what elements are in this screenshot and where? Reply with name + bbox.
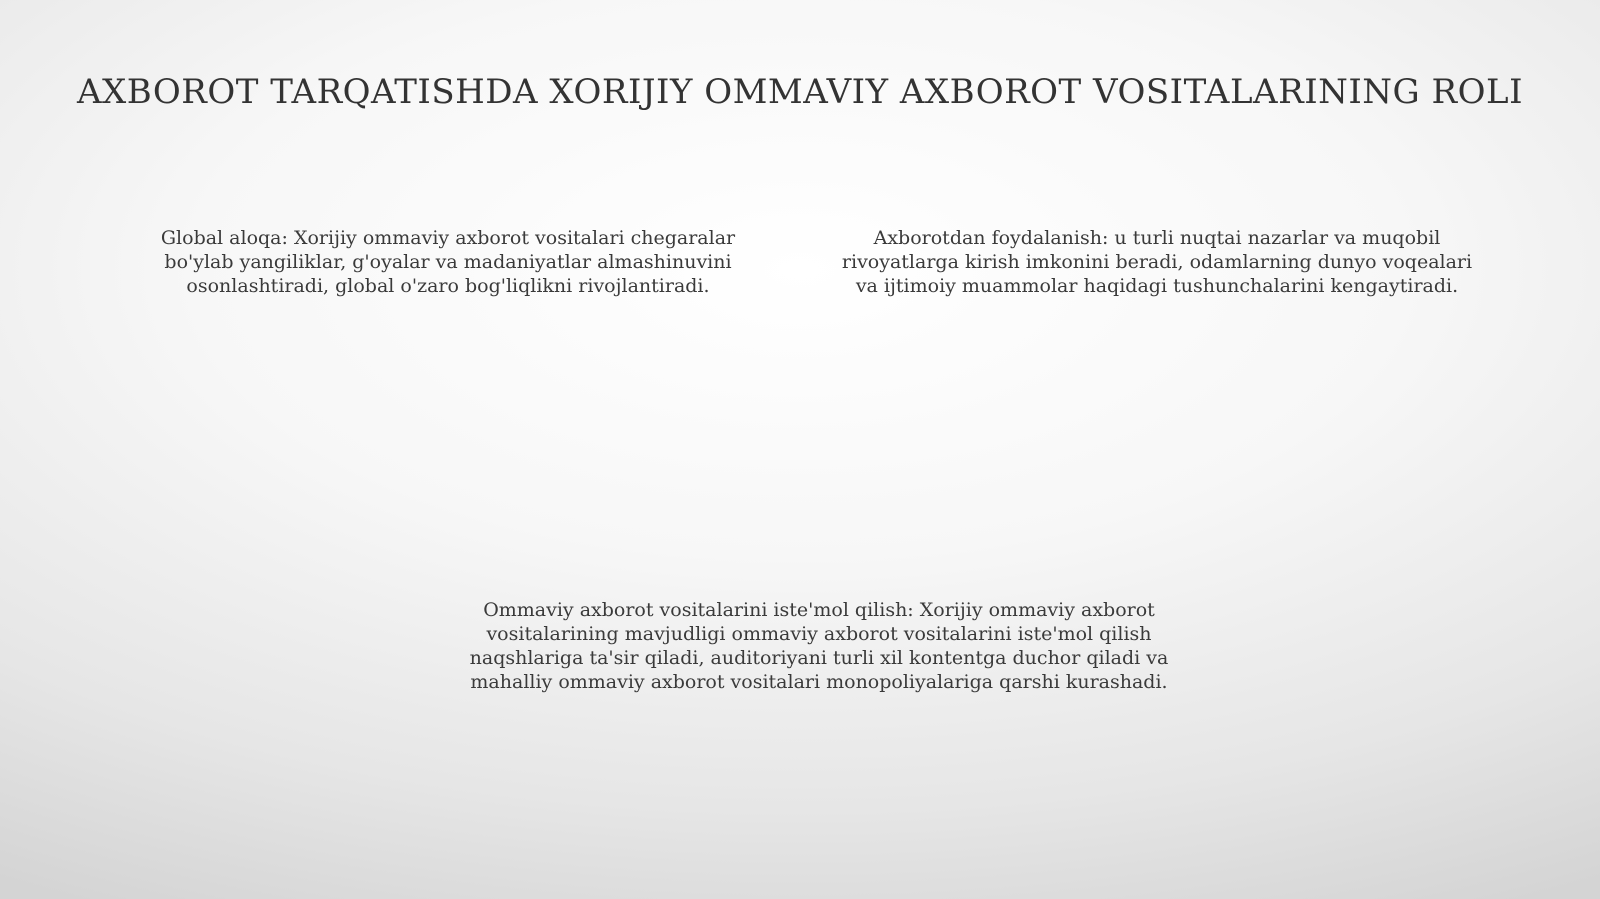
text-block-media-consumption: Ommaviy axborot vositalarini iste'mol qilish: Xorijiy ommaviy axborot vositalarining mavjudligi ommaviy axborot vositalarini iste'mol qilish naqshlariga ta'sir qiladi, auditoriyani turli xil kontentga duchor qiladi va mahalliy ommaviy axborot vositalari monopoliyalariga qarshi kurashadi.: [469, 599, 1169, 693]
text-block-information-access: Axborotdan foydalanish: u turli nuqtai nazarlar va muqobil rivoyatlarga kirish imkonini beradi, odamlarning dunyo voqealari va ijtimoiy muammolar haqidagi tushunchalarini kengaytiradi.: [841, 227, 1473, 297]
text-block-global-connection: Global aloqa: Xorijiy ommaviy axborot vositalari chegaralar bo'ylab yangiliklar, g'oyalar va madaniyatlar almashinuvini osonlashtiradi, global o'zaro bog'liqlikni rivojlantiradi.: [160, 227, 736, 297]
slide-title: AXBOROT TARQATISHDA XORIJIY OMMAVIY AXBOROT VOSITALARINING ROLI: [76, 72, 1524, 112]
